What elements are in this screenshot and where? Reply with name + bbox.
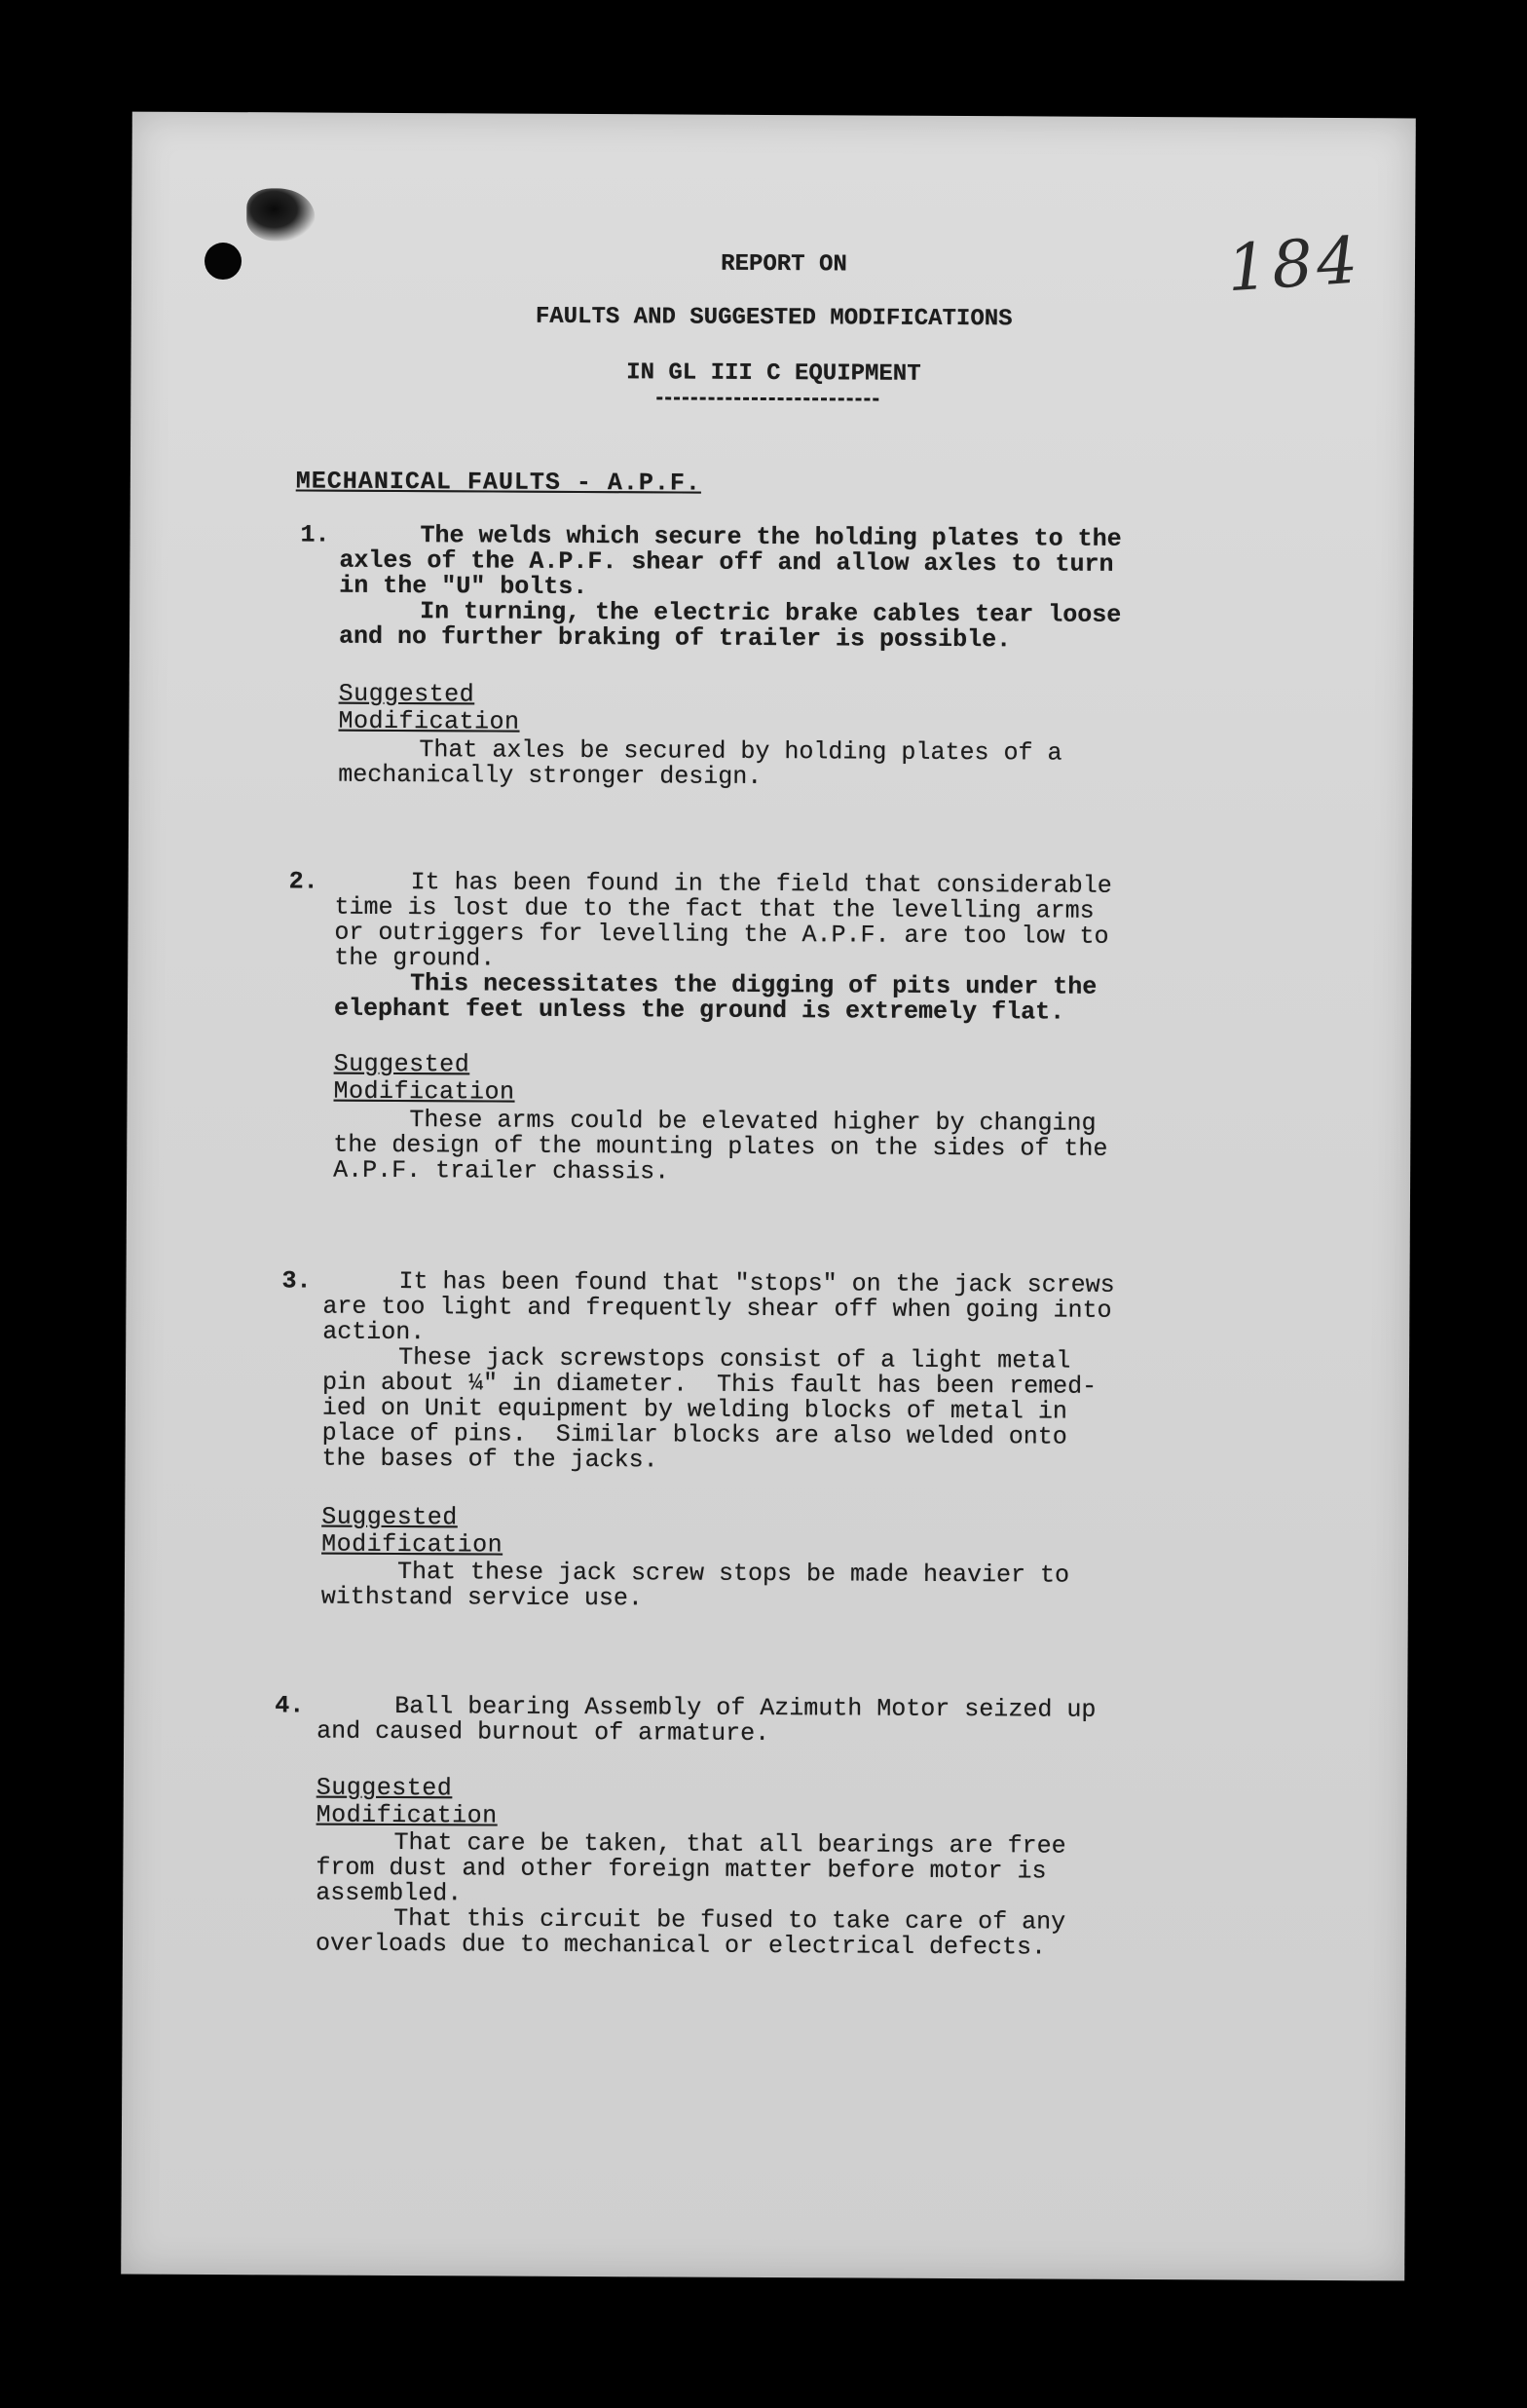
report-title-line-3: IN GL III C EQUIPMENT: [626, 359, 921, 388]
item-text-line: the ground.: [334, 943, 496, 973]
item-text-line: or outriggers for levelling the A.P.F. are too low to: [334, 918, 1109, 951]
modification-text-line: the design of the mounting plates on the sides of the: [333, 1130, 1108, 1163]
modification-text-line: A.P.F. trailer chassis.: [333, 1155, 670, 1186]
item-text-line: elephant feet unless the ground is extremely flat.: [333, 994, 1065, 1027]
item-text-line: Ball bearing Assembly of Azimuth Motor seized up: [394, 1691, 1097, 1724]
title-underline: [656, 396, 878, 400]
modification-text-line: That axles be secured by holding plates of a: [419, 735, 1062, 768]
item-text-line: time is lost due to the fact that the levelling arms: [334, 892, 1095, 925]
item-number: 1.: [300, 520, 330, 549]
document-page: [121, 112, 1416, 2281]
modification-heading: Suggested Modification: [321, 1502, 503, 1560]
item-number: 2.: [288, 867, 318, 896]
item-number: 4.: [275, 1691, 305, 1720]
item-text-line: In turning, the electric brake cables tear loose: [420, 597, 1122, 629]
modification-text-line: That this circuit be fused to take care of any: [393, 1903, 1066, 1937]
item-text-line: It has been found that "stops" on the jack screws: [398, 1267, 1115, 1299]
item-text-line: action.: [322, 1317, 426, 1347]
section-heading: MECHANICAL FAULTS - A.P.F.: [295, 467, 701, 498]
modification-text-line: assembled.: [316, 1878, 463, 1908]
modification-heading: Suggested Modification: [316, 1773, 498, 1830]
item-text-line: The welds which secure the holding plates to the: [420, 521, 1122, 553]
modification-text-line: That care be taken, that all bearings are free: [393, 1827, 1066, 1861]
item-text-line: This necessitates the digging of pits under the: [410, 969, 1098, 1001]
item-text-line: the bases of the jacks.: [321, 1444, 658, 1475]
item-text-line: place of pins. Similar blocks are also welded onto: [321, 1418, 1067, 1451]
item-text-line: These jack screwstops consist of a light metal: [398, 1343, 1071, 1375]
item-text-line: axles of the A.P.F. shear off and allow axles to turn: [339, 546, 1114, 579]
item-number: 3.: [281, 1266, 312, 1296]
item-text-line: pin about ¼" in diameter. This fault has been remed-: [321, 1368, 1098, 1401]
item-text-line: ied on Unit equipment by welding blocks of metal in: [321, 1393, 1068, 1426]
item-text-line: are too light and frequently shear off when going into: [322, 1292, 1112, 1325]
report-title-line-1: REPORT ON: [721, 250, 847, 279]
modification-text-line: withstand service use.: [320, 1582, 643, 1613]
handwritten-page-number: 184: [1224, 222, 1364, 307]
punch-hole: [205, 243, 242, 280]
modification-text-line: overloads due to mechanical or electrical defects.: [315, 1929, 1047, 1962]
modification-text-line: That these jack screw stops be made heavier to: [396, 1558, 1070, 1590]
item-text-line: It has been found in the field that considerable: [410, 868, 1112, 900]
modification-text-line: These arms could be elevated higher by changing: [409, 1106, 1097, 1138]
modification-text-line: mechanically stronger design.: [338, 760, 763, 791]
item-text-line: and no further braking of trailer is possible.: [338, 621, 1012, 655]
report-title-line-2: FAULTS AND SUGGESTED MODIFICATIONS: [535, 303, 1013, 333]
modification-heading: Suggested Modification: [338, 679, 520, 736]
item-text-line: and caused burnout of armature.: [317, 1716, 770, 1749]
torn-corner-mark: [246, 188, 315, 241]
modification-text-line: from dust and other foreign matter before motor is: [316, 1853, 1047, 1886]
modification-heading: Suggested Modification: [333, 1049, 515, 1107]
item-text-line: in the "U" bolts.: [339, 571, 588, 602]
